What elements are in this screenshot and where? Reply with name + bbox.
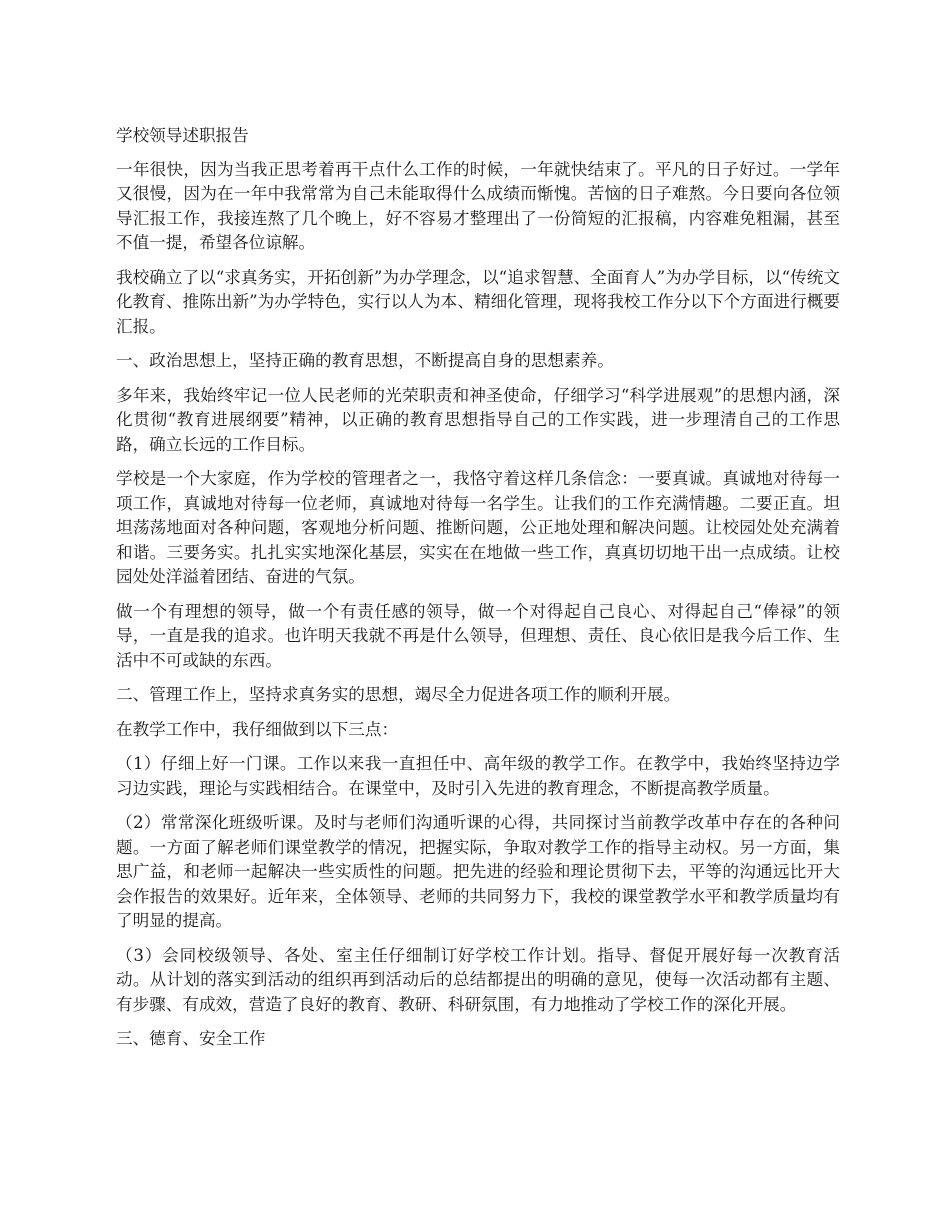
section-heading-moral-safety: 三、德育、安全工作 [116, 1029, 266, 1048]
paragraph-intro: 一年很快，因为当我正思考着再干点什么工作的时候，一年就快结束了。平凡的日子好过。一学年又很慢，因为在一年中我常常为自己未能取得什么成绩而惭愧。苦恼的日子难熬。今日要向各位领导汇报工作，我接连熬了几个晚上，好不容易才整理出了一份简短的汇报稿，内容难免粗漏，甚至不值一提，希望各位谅解。 [116, 159, 840, 252]
list-item-3: （3）会同校级领导、各处、室主任仔细制订好学校工作计划。指导、督促开展好每一次教育活动。从计划的落实到活动的组织再到活动后的总结都提出的明确的意见，使每一次活动都有主题、有步骤、有成效，营造了良好的教育、教研、科研氛围，有力地推动了学校工作的深化开展。 [116, 945, 840, 1014]
paragraph-ideals: 做一个有理想的领导，做一个有责任感的领导，做一个对得起自己良心、对得起自己“俸禄”的领导，一直是我的追求。也许明天我就不再是什么领导，但理想、责任、良心依旧是我今后工作、生活中不可或缺的东西。 [116, 601, 840, 670]
section-heading-politics: 一、政治思想上，坚持正确的教育思想，不断提高自身的思想素养。 [116, 351, 614, 370]
section-heading-management: 二、管理工作上，坚持求真务实的思想，竭尽全力促进各项工作的顺利开展。 [116, 685, 681, 704]
list-item-1: （1）仔细上好一门课。工作以来我一直担任中、高年级的教学工作。在教学中，我始终坚持边学习边实践，理论与实践相结合。在课堂中，及时引入先进的教育理念，不断提高教学质量。 [116, 754, 840, 798]
paragraph-school-philosophy: 我校确立了以“求真务实，开拓创新”为办学理念，以“追求智慧、全面育人”为办学目标，以“传统文化教育、推陈出新”为办学特色，实行以人为本、精细化管理，现将我校工作分以下个方面进行概要汇报。 [116, 267, 840, 336]
paragraph-teaching-intro: 在教学工作中，我仔细做到以下三点： [116, 719, 399, 739]
paragraph-beliefs: 学校是一个大家庭，作为学校的管理者之一，我恪守着这样几条信念：一要真诚。真诚地对待每一项工作，真诚地对待每一位老师，真诚地对待每一名学生。让我们的工作充满情趣。二要正直。坦坦荡荡地面对各种问题，客观地分析问题、推断问题，公正地处理和解决问题。让校园处处充满着和谐。三要务实。扎扎实实地深化基层，实实在在地做一些工作，真真切切地干出一点成绩。让校园处处洋溢着团结、奋进的气氛。 [116, 469, 840, 586]
document-page [116, 124, 840, 1062]
list-item-2: （2）常常深化班级听课。及时与老师们沟通听课的心得，共同探讨当前教学改革中存在的各种问题。一方面了解老师们课堂教学的情况，把握实际，争取对教学工作的指导主动权。另一方面，集思广益，和老师一起解决一些实质性的问题。把先进的经验和理论贯彻下去，平等的沟通远比开大会作报告的效果好。近年来，全体领导、老师的共同努力下，我校的课堂教学水平和教学质量均有了明显的提高。 [116, 813, 840, 930]
paragraph-politics: 多年来，我始终牢记一位人民老师的光荣职责和神圣使命，仔细学习“科学进展观”的思想内涵，深化贯彻“教育进展纲要”精神，以正确的教育思想指导自己的工作实践，进一步理清自己的工作思路，确立长远的工作目标。 [116, 385, 840, 454]
document-title: 学校领导述职报告 [116, 126, 249, 145]
